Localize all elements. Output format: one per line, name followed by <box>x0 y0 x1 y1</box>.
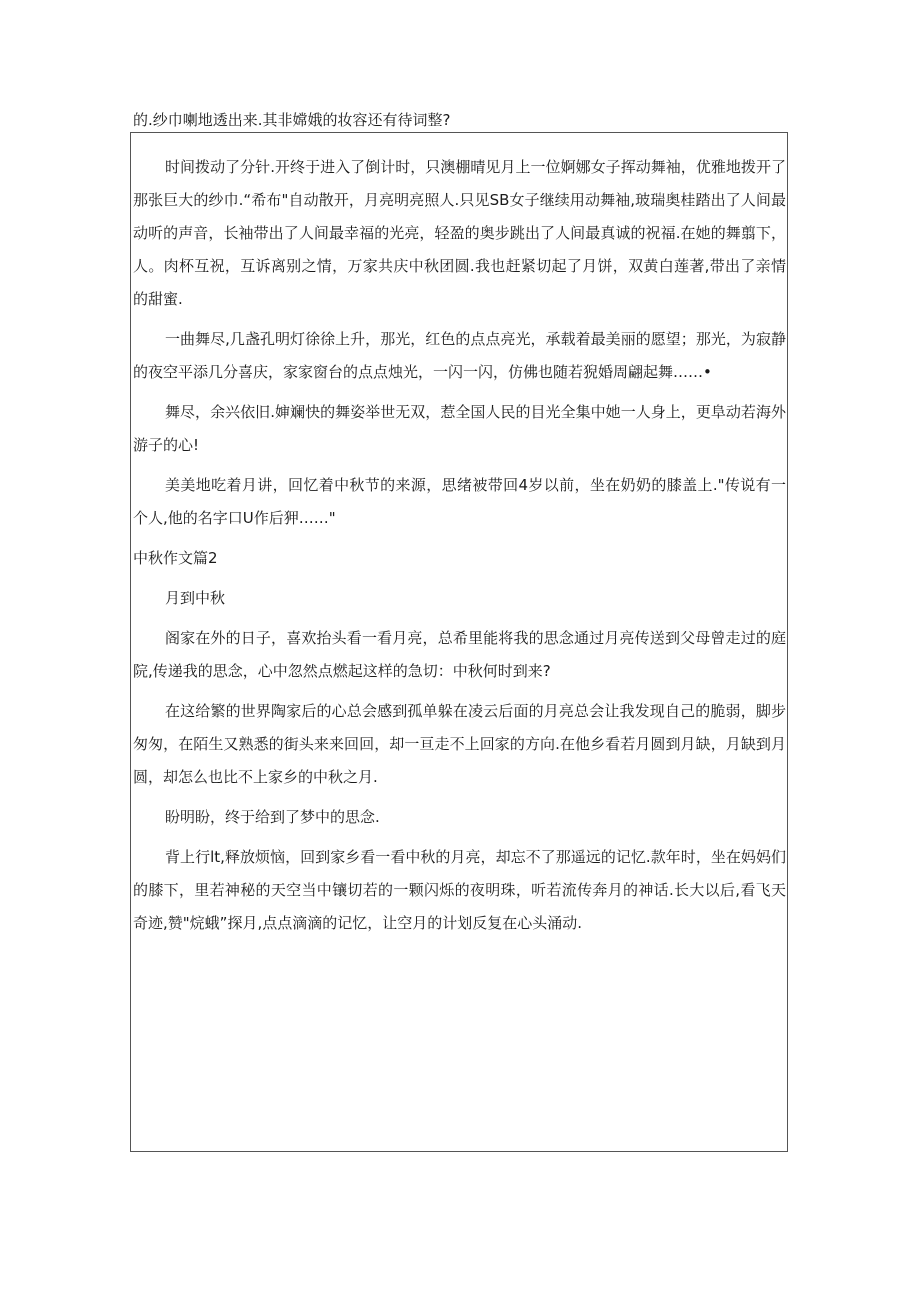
top-text-line: 的.纱巾喇地透出来.其非嫦娥的妆容还有待词整? <box>133 111 451 129</box>
section-heading: 中秋作文篇2 <box>133 549 218 567</box>
paragraph-busy-world: 在这给繁的世界陶家后的心总会感到孤单躲在凌云后面的月亮总会让我发现自己的脆弱，脚步匆匆，在陌生又熟悉的街头来来回回，却一亘走不上回家的方向.在他乡看若月圆到月缺，月缺到月圆，却怎么也比不上家乡的中秋之月. <box>133 702 786 786</box>
paragraph-return-home: 背上行lt,释放烦恼，回到家乡看一看中秋的月亮，却忘不了那遥远的记忆.款年时，坐在妈妈们的膝下，里若神秘的天空当中镶切若的一颗闪烁的夜明珠，听若流传奔月的神话.长大以后,看飞天奇迹,赞"烷蛾”探月,点点滴滴的记忆，让空月的计划反复在心头涌动. <box>133 848 786 932</box>
essay-content <box>133 151 786 947</box>
paragraph-mooncake-memory: 美美地吃着月讲，回忆着中秋节的来源，思绪被带回4岁以前，坐在奶奶的膝盖上."传说有一个人,他的名字口U作后狎……" <box>133 476 786 527</box>
paragraph-dance-end: 舞尽，余兴依旧.婶斓快的舞姿举世无双，惹全国人民的目光全集中她一人身上，更阜动若海外游子的心! <box>133 403 786 454</box>
paragraph-longing: 盼明盼，终于给到了梦中的思念. <box>165 808 380 826</box>
paragraph-clock: 时间拨动了分针.开终于进入了倒计时，只澳棚晴见月上一位婀娜女子挥动舞袖，优雅地拨开了那张巨大的纱巾.“希布"自动散开，月亮明亮照人.只见SB女子继续用动舞袖,玻瑞奥桂踏出了人间最动听的声音，长袖带出了人间最幸福的光亮，轻盈的奥步跳出了人间最真诚的祝福.在她的舞翦下，人。肉杯互祝，互诉离别之情，万家共庆中秋团圆.我也赶紧切起了月饼，双黄白莲著,带出了亲情的甜蜜. <box>133 158 786 308</box>
paragraph-lanterns: 一曲舞尽,几盏孔明灯徐徐上升，那光，红色的点点亮光，承载着最美丽的愿望；那光，为寂静的夜空平添几分喜庆，家家窗台的点点烛光，一闪一闪，仿佛也随若猊婚周翩起舞……• <box>133 330 786 381</box>
paragraph-away-from-home: 阁家在外的日子，喜欢抬头看一看月亮，总希里能将我的思念通过月亮传送到父母曾走过的庭院,传递我的思念，心中忽然点燃起这样的急切：中秋何时到来? <box>133 629 786 680</box>
essay-subtitle: 月到中秋 <box>165 589 226 607</box>
